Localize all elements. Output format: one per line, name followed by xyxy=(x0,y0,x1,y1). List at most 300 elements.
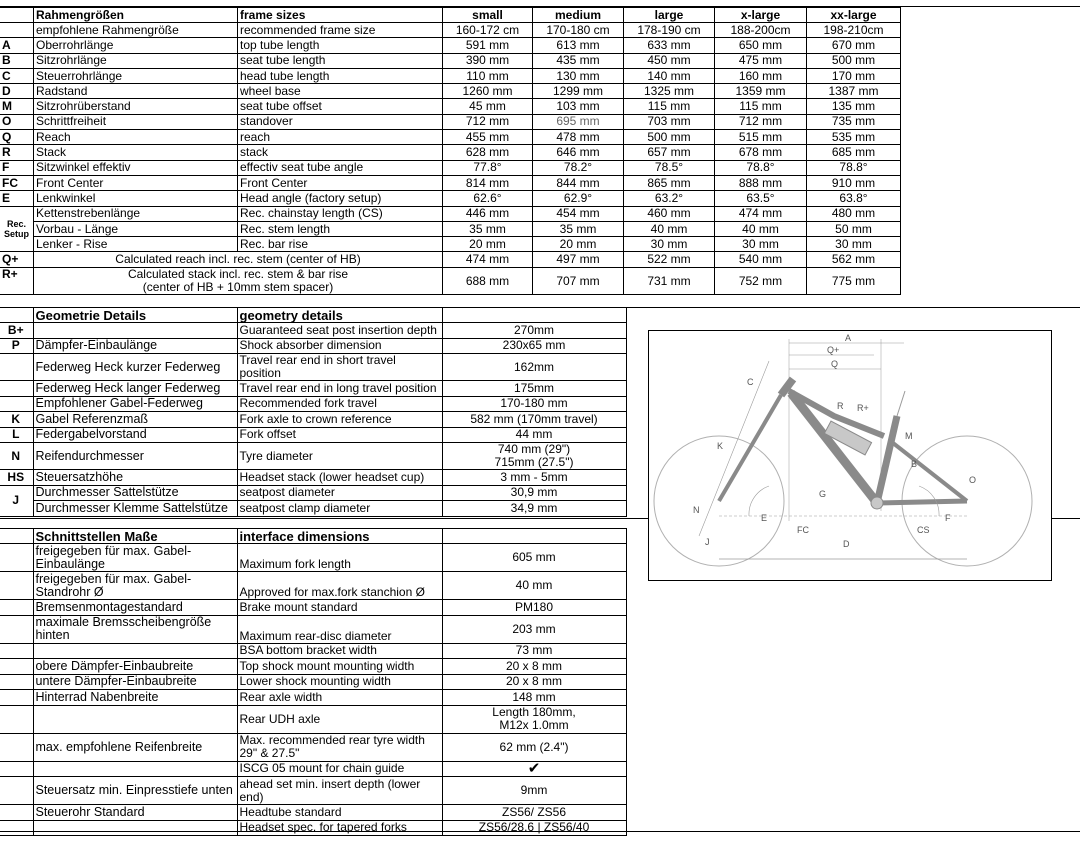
row-label-de: Gabel Referenzmaß xyxy=(33,412,237,428)
interface-dimensions-table xyxy=(0,528,627,836)
row-label-en: Rec. chainstay length (CS) xyxy=(238,206,443,221)
geometry-value: 270mm xyxy=(442,323,626,339)
size-value-cell: 731 mm xyxy=(624,268,715,295)
row-label-de: Federgabelvorstand xyxy=(33,427,237,443)
code-cell xyxy=(0,615,33,643)
label-m: M xyxy=(905,431,913,441)
size-value-cell: 170-180 cm xyxy=(533,23,624,38)
size-value-cell: 160-172 cm xyxy=(443,23,533,38)
row-code: B xyxy=(0,53,34,68)
row-label-en: Recommended fork travel xyxy=(237,396,442,412)
size-value-cell: 678 mm xyxy=(715,145,807,160)
size-value-cell: 20 mm xyxy=(533,237,624,252)
label-f: F xyxy=(945,513,951,523)
frame-row xyxy=(0,84,901,99)
row-label-en: Headtube standard xyxy=(237,805,442,821)
calc-label-line2: (center of HB + 10mm stem spacer) xyxy=(142,280,334,295)
size-value-cell: 63.2° xyxy=(624,191,715,206)
row-label-de: Steuerrohrlänge xyxy=(34,68,238,83)
row-code: P xyxy=(0,338,33,354)
row-code: F xyxy=(0,160,34,175)
row-label-de: Vorbau - Länge xyxy=(34,221,238,236)
interface-value: ✔ xyxy=(442,761,626,777)
size-value-cell: 480 mm xyxy=(807,206,901,221)
row-label-en: Travel rear end in long travel position xyxy=(237,381,442,397)
value-header-cell xyxy=(442,529,626,544)
interface-value: 20 x 8 mm xyxy=(442,674,626,690)
row-label-de: Dämpfer-Einbaulänge xyxy=(33,338,237,354)
row-label-de: obere Dämpfer-Einbaubreite xyxy=(33,659,237,675)
geometry-value: 44 mm xyxy=(442,427,626,443)
interface-row xyxy=(0,820,626,836)
code-cell xyxy=(0,572,33,600)
geometry-value: 34,9 mm xyxy=(442,501,626,517)
size-value-cell: 888 mm xyxy=(715,175,807,190)
row-label-de: Lenkwinkel xyxy=(34,191,238,206)
interface-header-row xyxy=(0,529,626,544)
code-header-cell xyxy=(0,529,33,544)
code-cell xyxy=(0,643,33,659)
row-label-de xyxy=(33,705,237,733)
label-e: E xyxy=(761,513,768,523)
geometry-title-en: geometry details xyxy=(237,308,442,323)
frame-row xyxy=(0,114,901,129)
code-header-cell xyxy=(0,8,34,23)
row-label-en: Fork offset xyxy=(237,427,442,443)
row-code: J xyxy=(0,485,33,516)
size-value-cell: 497 mm xyxy=(533,252,624,268)
size-value-cell: 910 mm xyxy=(807,175,901,190)
interface-row xyxy=(0,674,626,690)
code-cell xyxy=(0,544,33,572)
size-value-cell: 50 mm xyxy=(807,221,901,236)
geometry-row xyxy=(0,470,626,486)
row-label-en: Rear UDH axle xyxy=(237,705,442,733)
row-label-en: ahead set min. insert depth (lower end) xyxy=(237,777,442,805)
size-value-cell: 30 mm xyxy=(624,237,715,252)
size-value-cell: 78.2° xyxy=(533,160,624,175)
bike-geometry-svg xyxy=(649,331,1051,580)
size-value-cell: 478 mm xyxy=(533,130,624,145)
row-code: R xyxy=(0,145,34,160)
label-r: R xyxy=(837,401,844,411)
size-value-cell: 844 mm xyxy=(533,175,624,190)
row-label-de: max. empfohlene Reifenbreite xyxy=(33,733,237,761)
row-label-de: Front Center xyxy=(34,175,238,190)
chain-stay xyxy=(877,501,967,503)
row-label-en: effectiv seat tube angle xyxy=(238,160,443,175)
size-header-0: small xyxy=(443,8,533,23)
interface-title-en: interface dimensions xyxy=(237,529,442,544)
row-label-en: Tyre diameter xyxy=(237,443,442,470)
size-value-cell: 474 mm xyxy=(715,206,807,221)
row-code: R+ xyxy=(0,268,34,295)
size-value-cell: 446 mm xyxy=(443,206,533,221)
size-value-cell: 78.5° xyxy=(624,160,715,175)
label-cs: CS xyxy=(917,525,930,535)
head-angle-arc xyxy=(749,486,769,516)
interface-row xyxy=(0,705,626,733)
geometry-details-table xyxy=(0,307,627,517)
fork xyxy=(719,395,781,501)
interface-row xyxy=(0,761,626,777)
size-value-cell: 865 mm xyxy=(624,175,715,190)
row-code: Q xyxy=(0,130,34,145)
header-en: frame sizes xyxy=(238,8,443,23)
bike-geometry-diagram xyxy=(648,330,1052,581)
row-label-en: reach xyxy=(238,130,443,145)
row-label-en: Head angle (factory setup) xyxy=(238,191,443,206)
geometry-title-de: Geometrie Details xyxy=(33,308,237,323)
geometry-row xyxy=(0,381,626,397)
row-label-en: Rec. bar rise xyxy=(238,237,443,252)
row-label-de xyxy=(33,761,237,777)
size-value-cell: 130 mm xyxy=(533,68,624,83)
geometry-value: 30,9 mm xyxy=(442,485,626,501)
size-value-cell: 475 mm xyxy=(715,53,807,68)
row-label-en: head tube length xyxy=(238,68,443,83)
row-label-en: Shock absorber dimension xyxy=(237,338,442,354)
bottom-bracket xyxy=(871,497,883,509)
calc-reach-row xyxy=(0,252,901,268)
size-value-cell: 170 mm xyxy=(807,68,901,83)
code-cell xyxy=(0,690,33,706)
interface-value: ZS56/28.6 | ZS56/40 xyxy=(442,820,626,836)
frame-row xyxy=(0,99,901,114)
size-value-cell: 1299 mm xyxy=(533,84,624,99)
size-value-cell: 103 mm xyxy=(533,99,624,114)
frame-row xyxy=(0,53,901,68)
label-fc: FC xyxy=(797,525,809,535)
row-label-en: Headset spec. for tapered forks xyxy=(237,820,442,836)
row-label-en: top tube length xyxy=(238,38,443,53)
size-value-cell: 522 mm xyxy=(624,252,715,268)
interface-row xyxy=(0,544,626,572)
row-label-de: Sitzrohrüberstand xyxy=(34,99,238,114)
row-code xyxy=(0,354,33,381)
size-value-cell: 115 mm xyxy=(624,99,715,114)
size-value-cell: 188-200cm xyxy=(715,23,807,38)
row-label-de: Federweg Heck langer Federweg xyxy=(33,381,237,397)
size-value-cell: 435 mm xyxy=(533,53,624,68)
interface-value: 20 x 8 mm xyxy=(442,659,626,675)
row-code: E xyxy=(0,191,34,206)
size-value-cell: 695 mm xyxy=(533,114,624,129)
size-value-cell: 62.6° xyxy=(443,191,533,206)
size-value-cell: 775 mm xyxy=(807,268,901,295)
frame-row xyxy=(0,38,901,53)
row-label-en: wheel base xyxy=(238,84,443,99)
rec-setup-row xyxy=(0,221,901,236)
row-code: K xyxy=(0,412,33,428)
row-label-de: empfohlene Rahmengröße xyxy=(34,23,238,38)
size-value-cell: 455 mm xyxy=(443,130,533,145)
row-code: N xyxy=(0,443,33,470)
interface-title-de: Schnittstellen Maße xyxy=(33,529,237,544)
row-label-en: Brake mount standard xyxy=(237,600,442,616)
geometry-value: 170-180 mm xyxy=(442,396,626,412)
interface-value: 605 mm xyxy=(442,544,626,572)
row-label-en: Lower shock mounting width xyxy=(237,674,442,690)
row-label-de: Lenker - Rise xyxy=(34,237,238,252)
geometry-row xyxy=(0,396,626,412)
row-code: M xyxy=(0,99,34,114)
row-label-en: Front Center xyxy=(238,175,443,190)
code-cell xyxy=(0,705,33,733)
size-header-2: large xyxy=(624,8,715,23)
size-value-cell: 613 mm xyxy=(533,38,624,53)
row-code xyxy=(0,396,33,412)
interface-value xyxy=(442,705,626,733)
interface-value: 9mm xyxy=(442,777,626,805)
frame-row xyxy=(0,23,901,38)
geometry-row xyxy=(0,501,626,517)
row-code: Q+ xyxy=(0,252,34,268)
code-cell xyxy=(0,820,33,836)
row-code xyxy=(0,23,34,38)
frame-row xyxy=(0,68,901,83)
code-cell xyxy=(0,674,33,690)
geometry-value: 230x65 mm xyxy=(442,338,626,354)
geometry-row xyxy=(0,338,626,354)
frame-row xyxy=(0,130,901,145)
row-label-en: Maximum rear-disc diameter xyxy=(237,615,442,643)
size-value-cell: 78.8° xyxy=(715,160,807,175)
row-label-de: Steuersatz min. Einpresstiefe unten xyxy=(33,777,237,805)
frame-row xyxy=(0,145,901,160)
label-j: J xyxy=(705,537,710,547)
label-q: Q xyxy=(831,359,839,369)
row-label-en: seat tube length xyxy=(238,53,443,68)
size-value-cell: 500 mm xyxy=(624,130,715,145)
seat-tube xyxy=(877,416,897,503)
size-value-cell: 460 mm xyxy=(624,206,715,221)
interface-value: 73 mm xyxy=(442,643,626,659)
row-label-en: Guaranteed seat post insertion depth xyxy=(237,323,442,339)
row-label-de: Reach xyxy=(34,130,238,145)
size-header-4: xx-large xyxy=(807,8,901,23)
size-value-cell: 62.9° xyxy=(533,191,624,206)
size-value-cell: 1387 mm xyxy=(807,84,901,99)
size-value-cell: 562 mm xyxy=(807,252,901,268)
label-d: D xyxy=(843,539,850,549)
size-value-cell: 115 mm xyxy=(715,99,807,114)
size-value-cell: 650 mm xyxy=(715,38,807,53)
value-line1: 740 mm (29") xyxy=(497,442,571,456)
label-g: G xyxy=(819,489,827,499)
size-value-cell: 688 mm xyxy=(443,268,533,295)
size-value-cell: 685 mm xyxy=(807,145,901,160)
size-header-3: x-large xyxy=(715,8,807,23)
seat-post xyxy=(897,391,905,416)
row-code: C xyxy=(0,68,34,83)
size-value-cell: 20 mm xyxy=(443,237,533,252)
interface-row xyxy=(0,733,626,761)
size-value-cell: 814 mm xyxy=(443,175,533,190)
size-value-cell: 35 mm xyxy=(533,221,624,236)
interface-row xyxy=(0,643,626,659)
size-value-cell: 40 mm xyxy=(715,221,807,236)
row-label-de xyxy=(33,323,237,339)
row-label-en: Maximum fork length xyxy=(237,544,442,572)
geometry-row xyxy=(0,412,626,428)
row-label-de: Federweg Heck kurzer Federweg xyxy=(33,354,237,381)
label-n: N xyxy=(693,505,700,515)
row-label-de: Durchmesser Sattelstütze xyxy=(33,485,237,501)
geometry-value xyxy=(442,443,626,470)
fork-axis xyxy=(699,361,769,536)
row-code: HS xyxy=(0,470,33,486)
row-label-en: Approved for max.fork stanchion Ø xyxy=(237,572,442,600)
calc-stack-row xyxy=(0,268,901,295)
label-c: C xyxy=(747,377,754,387)
row-label-de: untere Dämpfer-Einbaubreite xyxy=(33,674,237,690)
row-label-en: seatpost clamp diameter xyxy=(237,501,442,517)
size-value-cell: 135 mm xyxy=(807,99,901,114)
size-value-cell: 703 mm xyxy=(624,114,715,129)
geometry-row xyxy=(0,443,626,470)
label-rplus: R+ xyxy=(857,403,869,413)
row-label-de: Oberrohrlänge xyxy=(34,38,238,53)
code-header-cell xyxy=(0,308,33,323)
size-value-cell: 178-190 cm xyxy=(624,23,715,38)
interface-value: ZS56/ ZS56 xyxy=(442,805,626,821)
frame-row xyxy=(0,175,901,190)
size-value-cell: 40 mm xyxy=(624,221,715,236)
interface-row xyxy=(0,659,626,675)
row-label-en: Travel rear end in short travel position xyxy=(237,354,442,381)
size-value-cell: 454 mm xyxy=(533,206,624,221)
size-value-cell: 474 mm xyxy=(443,252,533,268)
interface-row xyxy=(0,690,626,706)
row-label-en: Rear axle width xyxy=(237,690,442,706)
geometry-value: 582 mm (170mm travel) xyxy=(442,412,626,428)
size-value-cell: 1325 mm xyxy=(624,84,715,99)
row-label-de: freigegeben für max. Gabel-Standrohr Ø xyxy=(33,572,237,600)
row-code xyxy=(0,381,33,397)
frame-row xyxy=(0,191,901,206)
label-a: A xyxy=(845,333,852,343)
row-label-de: Sitzwinkel effektiv xyxy=(34,160,238,175)
size-value-cell: 707 mm xyxy=(533,268,624,295)
interface-value: PM180 xyxy=(442,600,626,616)
rec-setup-row xyxy=(0,206,901,221)
row-label-de: Sitzrohrlänge xyxy=(34,53,238,68)
row-label-de: Durchmesser Klemme Sattelstütze xyxy=(33,501,237,517)
geometry-row xyxy=(0,427,626,443)
row-label-en: recommended frame size xyxy=(238,23,443,38)
size-value-cell: 628 mm xyxy=(443,145,533,160)
row-label-en: seat tube offset xyxy=(238,99,443,114)
value-header-cell xyxy=(442,308,626,323)
row-label-de: maximale Bremsscheibengröße hinten xyxy=(33,615,237,643)
row-label-en: Rec. stem length xyxy=(238,221,443,236)
size-value-cell: 752 mm xyxy=(715,268,807,295)
interface-row xyxy=(0,615,626,643)
geometry-value: 175mm xyxy=(442,381,626,397)
row-label-de: Radstand xyxy=(34,84,238,99)
geometry-value: 162mm xyxy=(442,354,626,381)
row-code: FC xyxy=(0,175,34,190)
interface-row xyxy=(0,572,626,600)
row-label-en: stack xyxy=(238,145,443,160)
size-value-cell: 110 mm xyxy=(443,68,533,83)
row-label-en: Max. recommended rear tyre width 29" & 27.5" xyxy=(237,733,442,761)
row-label-en: Headset stack (lower headset cup) xyxy=(237,470,442,486)
interface-value: 203 mm xyxy=(442,615,626,643)
label-k: K xyxy=(717,441,724,451)
code-cell xyxy=(0,777,33,805)
size-value-cell: 657 mm xyxy=(624,145,715,160)
label-b: B xyxy=(911,459,918,469)
interface-value: 40 mm xyxy=(442,572,626,600)
size-value-cell: 1359 mm xyxy=(715,84,807,99)
frame-sizes-table xyxy=(0,7,901,295)
label-o: O xyxy=(969,475,977,485)
row-label-de: Stack xyxy=(34,145,238,160)
size-value-cell: 30 mm xyxy=(807,237,901,252)
calc-label xyxy=(34,268,443,295)
geometry-row xyxy=(0,354,626,381)
code-cell xyxy=(0,733,33,761)
calc-label-line1: Calculated stack incl. rec. stem & bar rise xyxy=(127,267,349,282)
interface-row xyxy=(0,600,626,616)
code-cell xyxy=(0,805,33,821)
row-code: L xyxy=(0,427,33,443)
row-label-de: Hinterrad Nabenbreite xyxy=(33,690,237,706)
frame-header-row xyxy=(0,8,901,23)
row-code: A xyxy=(0,38,34,53)
code-cell xyxy=(0,600,33,616)
interface-row xyxy=(0,805,626,821)
size-value-cell: 712 mm xyxy=(443,114,533,129)
value-line2: 715mm (27.5") xyxy=(494,455,574,469)
size-value-cell: 63.5° xyxy=(715,191,807,206)
size-value-cell: 670 mm xyxy=(807,38,901,53)
size-value-cell: 515 mm xyxy=(715,130,807,145)
size-value-cell: 30 mm xyxy=(715,237,807,252)
size-value-cell: 45 mm xyxy=(443,99,533,114)
row-label-en: BSA bottom bracket width xyxy=(237,643,442,659)
header-de: Rahmengrößen xyxy=(34,8,238,23)
size-value-cell: 500 mm xyxy=(807,53,901,68)
interface-value: 62 mm (2.4") xyxy=(442,733,626,761)
row-label-de: Kettenstrebenlänge xyxy=(34,206,238,221)
size-value-cell: 63.8° xyxy=(807,191,901,206)
size-value-cell: 712 mm xyxy=(715,114,807,129)
row-label-de: Schrittfreiheit xyxy=(34,114,238,129)
code-cell xyxy=(0,761,33,777)
size-value-cell: 535 mm xyxy=(807,130,901,145)
size-header-1: medium xyxy=(533,8,624,23)
calc-label: Calculated reach incl. rec. stem (center of HB) xyxy=(34,252,443,268)
interface-row xyxy=(0,777,626,805)
code-cell xyxy=(0,659,33,675)
size-value-cell: 540 mm xyxy=(715,252,807,268)
row-code: B+ xyxy=(0,323,33,339)
row-code: D xyxy=(0,84,34,99)
size-value-cell: 140 mm xyxy=(624,68,715,83)
size-value-cell: 77.8° xyxy=(443,160,533,175)
rec-setup-code: Rec. Setup xyxy=(0,206,34,252)
frame-row xyxy=(0,160,901,175)
row-label-en: seatpost diameter xyxy=(237,485,442,501)
row-label-de: Empfohlener Gabel-Federweg xyxy=(33,396,237,412)
label-qplus: Q+ xyxy=(827,345,840,355)
geometry-header-row xyxy=(0,308,626,323)
size-value-cell: 735 mm xyxy=(807,114,901,129)
row-label-de: freigegeben für max. Gabel-Einbaulänge xyxy=(33,544,237,572)
